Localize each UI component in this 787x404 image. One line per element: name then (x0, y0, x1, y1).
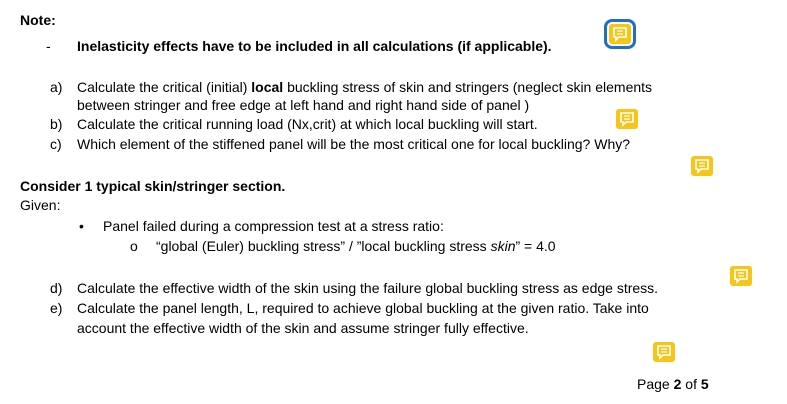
note-dash: - (46, 38, 51, 54)
question-e-line2: account the effective width of the skin and assume stringer fully effective. (77, 320, 529, 336)
question-b-letter: b) (50, 116, 63, 132)
comment-icon[interactable] (616, 109, 638, 129)
comment-icon[interactable] (691, 156, 713, 176)
bullet-icon: • (79, 218, 84, 234)
sub-bullet-text: “global (Euler) buckling stress” / ”local buckling stress skin” = 4.0 (156, 238, 556, 254)
question-d-text: Calculate the effective width of the skin using the failure global buckling stress as edge stress. (77, 280, 659, 296)
question-a-letter: a) (50, 79, 63, 95)
comment-icon[interactable] (730, 266, 752, 286)
question-c-letter: c) (50, 136, 62, 152)
note-heading: Note: (20, 12, 56, 28)
question-d-letter: d) (50, 280, 63, 296)
bullet-text: Panel failed during a compression test at a stress ratio: (103, 218, 444, 234)
question-c-text: Which element of the stiffened panel will be the most critical one for local buckling? Why? (77, 136, 631, 152)
given-label: Given: (20, 197, 61, 213)
question-a-line2: between stringer and free edge at left hand and right hand side of panel ) (77, 97, 530, 113)
sub-bullet-icon: o (130, 238, 138, 254)
question-a-line1: Calculate the critical (initial) local buckling stress of skin and stringers (neglect skin elements (77, 79, 653, 95)
question-b-text: Calculate the critical running load (Nx,crit) at which local buckling will start. (77, 116, 538, 132)
comment-icon[interactable] (653, 342, 675, 362)
question-e-letter: e) (50, 300, 63, 316)
comment-icon[interactable] (609, 24, 631, 44)
note-text: Inelasticity effects have to be included in all calculations (if applicable). (77, 38, 552, 54)
page-number: Page 2 of 5 (637, 376, 709, 392)
section-title: Consider 1 typical skin/stringer section. (20, 178, 286, 194)
question-e-line1: Calculate the panel length, L, required to achieve global buckling at the given ratio. Take into (77, 300, 649, 316)
